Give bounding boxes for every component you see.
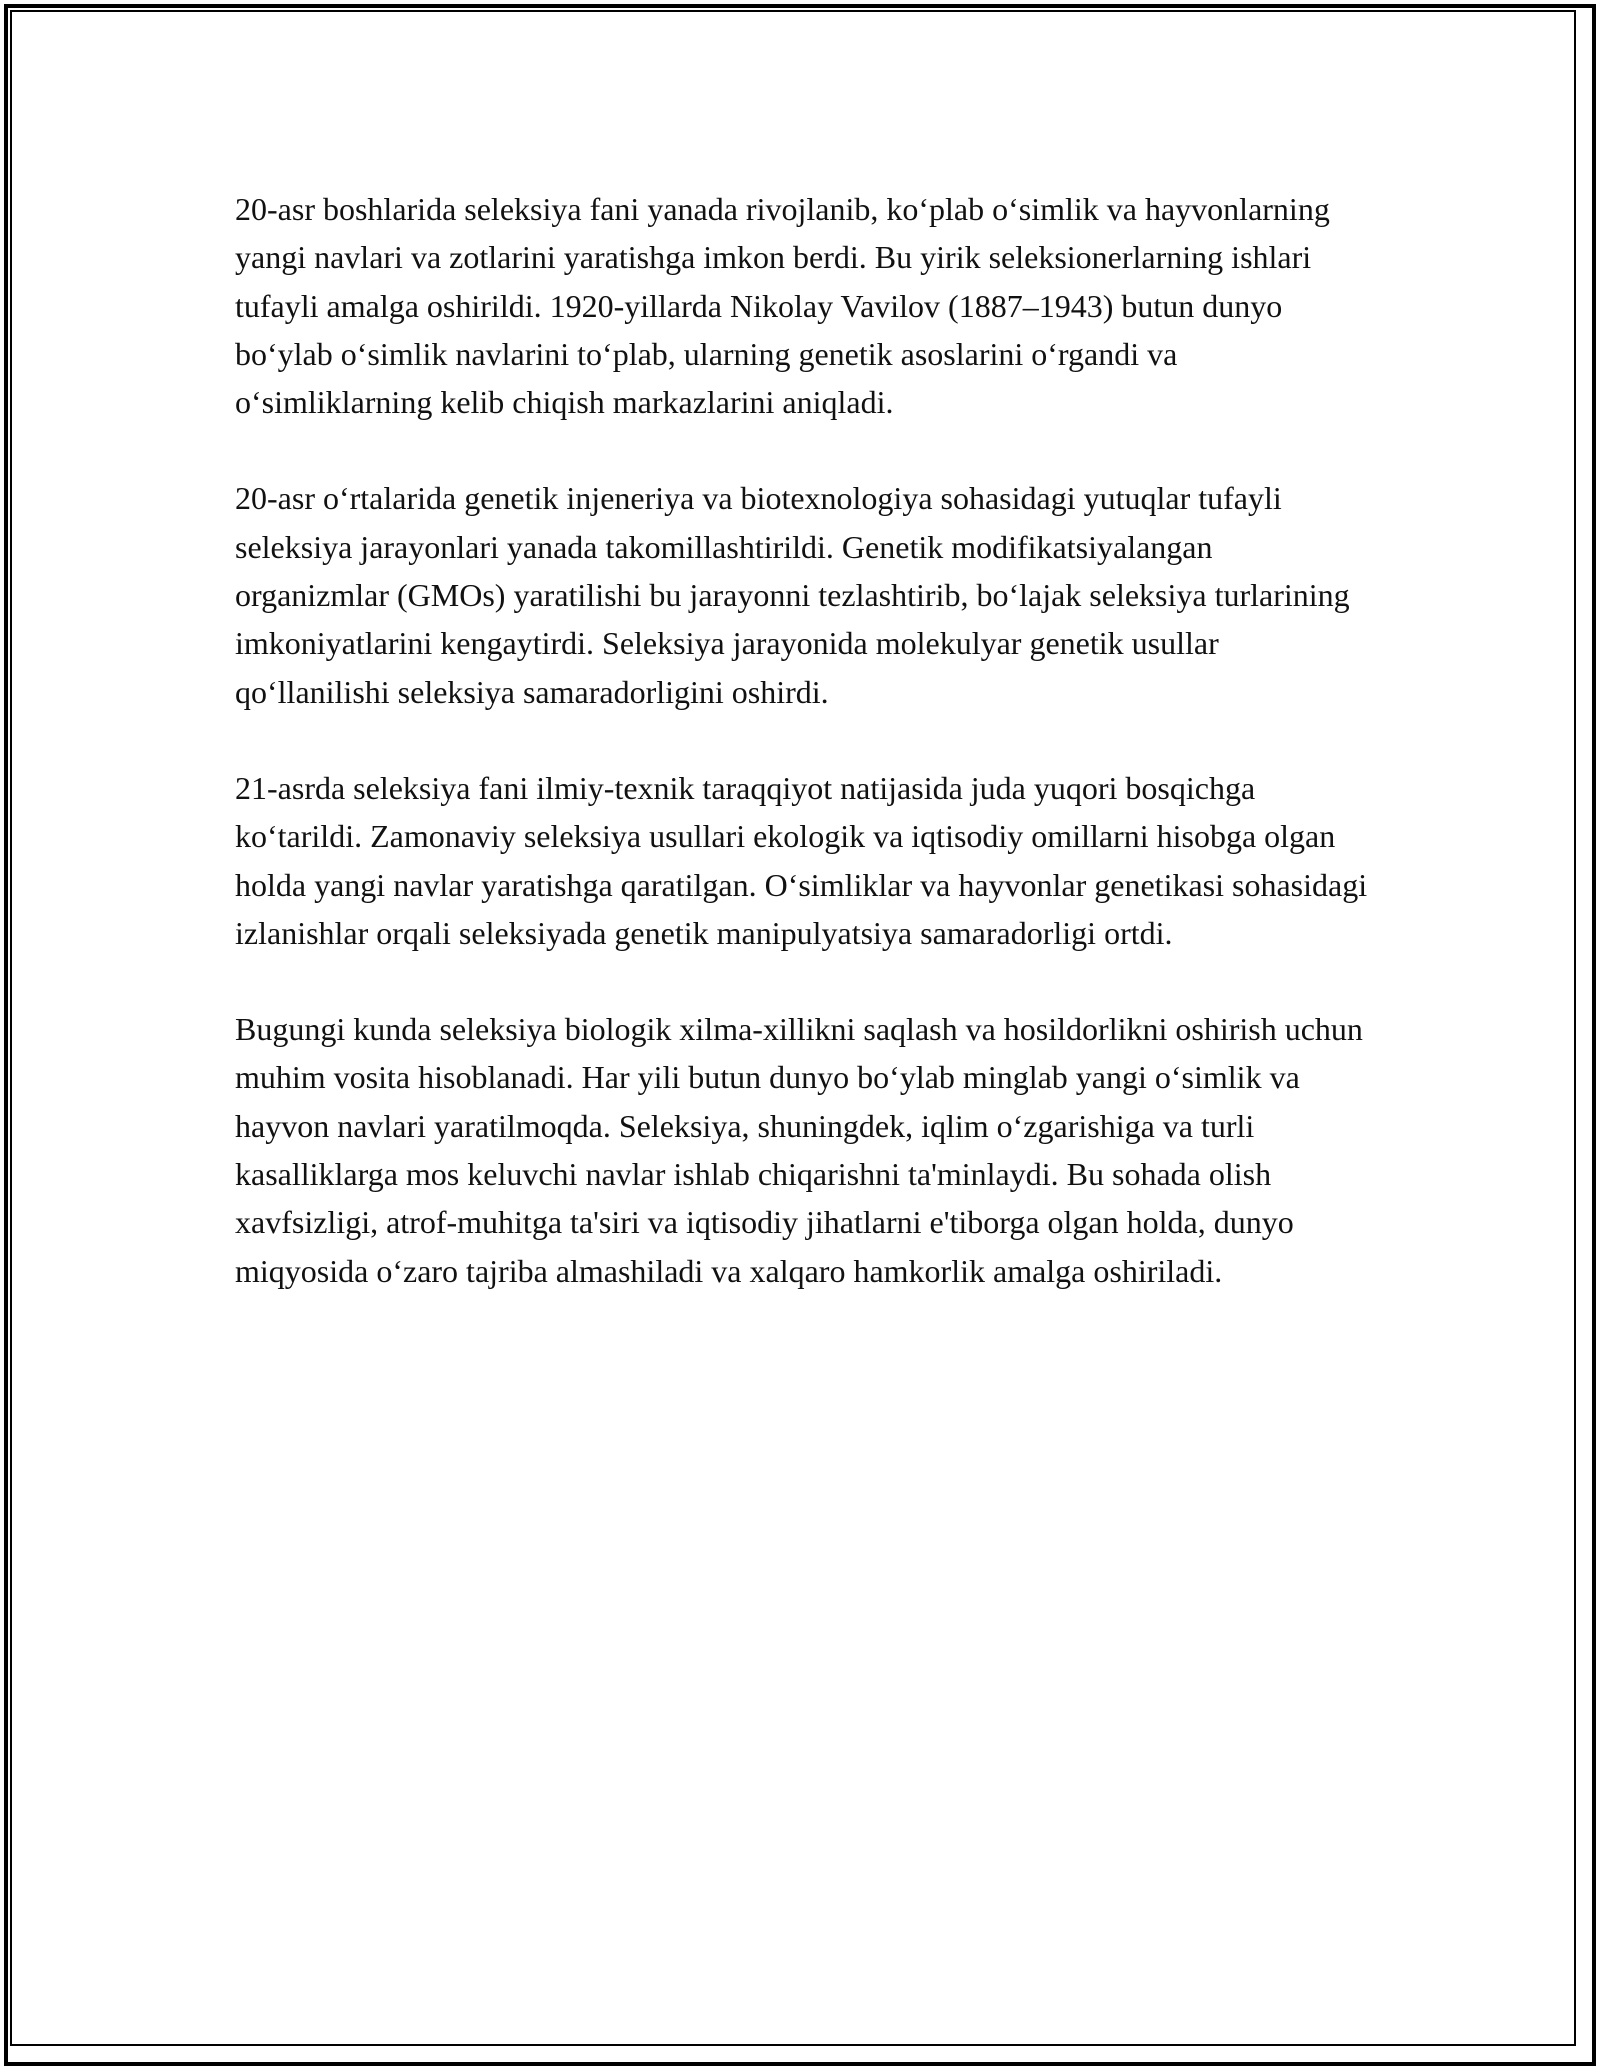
paragraph-3: 21-asrda seleksiya fani ilmiy-texnik taraqqiyot natijasida juda yuqori bosqichga ko‘tarildi. Zamonaviy seleksiya usullari ekologik va iqtisodiy omillarni hisobga olgan holda yangi navlar yaratishga qaratilgan. O‘simliklar va hayvonlar genetikasi sohasidagi izlanishlar orqali seleksiyada genetik manipulyatsiya samaradorligi ortdi. <box>235 769 1368 951</box>
paragraph-4: Bugungi kunda seleksiya biologik xilma-xillikni saqlash va hosildorlikni oshirish uchun muhim vosita hisoblanadi. Har yili butun dunyo bo‘ylab minglab yangi o‘simlik va hayvon navlari yaratilmoqda. Seleksiya, shuningdek, iqlim o‘zgarishiga va turli kasalliklarga mos keluvchi navlar ishlab chiqarishni ta'minlaydi. Bu sohada olish xavfsizligi, atrof-muhitga ta'siri va iqtisodiy jihatlarni e'tiborga olgan holda, dunyo miqyosida o‘zaro tajriba almashiladi va xalqaro hamkorlik amalga oshiriladi. <box>235 1011 1363 1289</box>
paragraph-1: 20-asr boshlarida seleksiya fani yanada rivojlanib, ko‘plab o‘simlik va hayvonlarning yangi navlari va zotlarini yaratishga imkon berdi. Bu yirik seleksionerlarning ishlari tufayli amalga oshirildi. 1920-yillarda Nikolay Vavilov (1887–1943) butun dunyo bo‘ylab o‘simlik navlarini to‘plab, ularning genetik asoslarini o‘rgandi va o‘simliklarning kelib chiqish markazlarini aniqladi. <box>235 191 1330 421</box>
document-body <box>235 185 1370 1343</box>
paragraph-2: 20-asr o‘rtalarida genetik injeneriya va biotexnologiya sohasidagi yutuqlar tufayli seleksiya jarayonlari yanada takomillashtirildi. Genetik modifikatsiyalangan organizmlar (GMOs) yaratilishi bu jarayonni tezlashtirib, bo‘lajak seleksiya turlarining imkoniyatlarini kengaytirdi. Seleksiya jarayonida molekulyar genetik usullar qo‘llanilishi seleksiya samaradorligini oshirdi. <box>235 480 1350 710</box>
